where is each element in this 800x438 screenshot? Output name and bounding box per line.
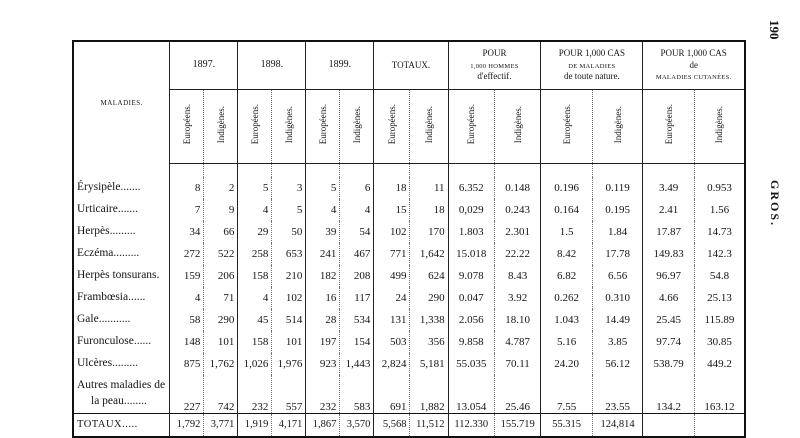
cell-value: 0.262 <box>541 287 593 309</box>
cell-value: 142.3 <box>694 243 745 265</box>
cell-value: 131 <box>374 309 410 331</box>
cell-value: 691 <box>374 375 410 413</box>
total-value: 1,919 <box>238 413 272 437</box>
header-per-1000-all-cases: POUR 1,000 CAS DE MALADIES de toute nature. <box>541 41 643 89</box>
disease-name: Érysipèle....... <box>77 181 141 194</box>
cell-value: 29 <box>238 221 272 243</box>
cell-value: 290 <box>204 309 238 331</box>
running-head: GROS. <box>768 180 782 228</box>
cell-value: 557 <box>272 375 306 413</box>
cell-value: 534 <box>340 309 374 331</box>
cell-value: 4 <box>238 287 272 309</box>
disease-name: Urticaire....... <box>77 203 138 216</box>
cell-value: 102 <box>272 287 306 309</box>
subheader-indigenes: Indigènes. <box>494 89 540 163</box>
cell-value: 0.148 <box>494 177 540 199</box>
table-row <box>73 287 745 309</box>
cell-value: 55.035 <box>448 353 494 375</box>
cell-value: 503 <box>374 331 410 353</box>
total-value: 155.719 <box>494 413 540 437</box>
cell-value: 158 <box>238 265 272 287</box>
cell-value: 15.018 <box>448 243 494 265</box>
cell-value: 4 <box>238 199 272 221</box>
cell-value: 0,029 <box>448 199 494 221</box>
subheader-europeens: Européens. <box>238 89 272 163</box>
cell-value: 24 <box>374 287 410 309</box>
cell-value: 56.12 <box>592 353 643 375</box>
cell-value: 182 <box>306 265 340 287</box>
header-maladies: MALADIES. <box>100 98 143 107</box>
total-value: 124,814 <box>592 413 643 437</box>
cell-value: 9.078 <box>448 265 494 287</box>
cell-value: 1.5 <box>541 221 593 243</box>
total-value: 11,512 <box>410 413 448 437</box>
table-row <box>73 177 745 199</box>
cell-value: 232 <box>306 375 340 413</box>
cell-value: 154 <box>340 331 374 353</box>
cell-value: 197 <box>306 331 340 353</box>
cell-value: 1,026 <box>238 353 272 375</box>
cell-value: 17.87 <box>643 221 695 243</box>
total-value: 1,867 <box>306 413 340 437</box>
cell-value: 16 <box>306 287 340 309</box>
cell-value: 54 <box>340 221 374 243</box>
cell-value: 3.92 <box>494 287 540 309</box>
header-per-1000-men: POUR 1,000 HOMMES d'effectif. <box>448 41 541 89</box>
header-per-1000-skin-cases: POUR 1,000 CAS de MALADIES CUTANÉES. <box>643 41 745 89</box>
cell-value: 5.16 <box>541 331 593 353</box>
header-totaux: TOTAUX. <box>374 41 448 89</box>
disease-name: Eczéma......... <box>77 247 140 260</box>
cell-value: 4 <box>340 199 374 221</box>
subheader-europeens: Européens. <box>374 89 410 163</box>
total-value: 3,771 <box>204 413 238 437</box>
cell-value: 9.858 <box>448 331 494 353</box>
cell-value: 0.164 <box>541 199 593 221</box>
cell-value: 15 <box>374 199 410 221</box>
cell-value: 148 <box>170 331 204 353</box>
cell-value: 624 <box>410 265 448 287</box>
subheader-europeens: Européens. <box>448 89 494 163</box>
cell-value: 467 <box>340 243 374 265</box>
cell-value: 3 <box>272 177 306 199</box>
total-value: 3,570 <box>340 413 374 437</box>
disease-name: Herpès......... <box>77 225 136 238</box>
subheader-indigenes: Indigènes. <box>204 89 238 163</box>
cell-value: 0.196 <box>541 177 593 199</box>
cell-value: 1.803 <box>448 221 494 243</box>
cell-value: 522 <box>204 243 238 265</box>
cell-value: 39 <box>306 221 340 243</box>
cell-value: 7 <box>170 199 204 221</box>
cell-value: 28 <box>306 309 340 331</box>
cell-value: 1,443 <box>340 353 374 375</box>
subheader-europeens: Européens. <box>541 89 593 163</box>
cell-value: 1,642 <box>410 243 448 265</box>
cell-value: 449.2 <box>694 353 745 375</box>
cell-value: 158 <box>238 331 272 353</box>
cell-value: 5,181 <box>410 353 448 375</box>
cell-value: 2.41 <box>643 199 695 221</box>
cell-value: 102 <box>374 221 410 243</box>
cell-value: 9 <box>204 199 238 221</box>
cell-value: 13.054 <box>448 375 494 413</box>
cell-value: 1.84 <box>592 221 643 243</box>
table-row <box>73 309 745 331</box>
cell-value: 1.043 <box>541 309 593 331</box>
disease-name: Herpès tonsurans. <box>77 269 160 282</box>
cell-value: 5 <box>272 199 306 221</box>
cell-value: 653 <box>272 243 306 265</box>
cell-value: 4 <box>306 199 340 221</box>
total-value <box>643 413 695 437</box>
cell-value: 538.79 <box>643 353 695 375</box>
cell-value: 4.66 <box>643 287 695 309</box>
cell-value: 117 <box>340 287 374 309</box>
cell-value: 25.46 <box>494 375 540 413</box>
cell-value: 0.119 <box>592 177 643 199</box>
cell-value: 22.22 <box>494 243 540 265</box>
cell-value: 58 <box>170 309 204 331</box>
cell-value: 1,976 <box>272 353 306 375</box>
total-value: 4,171 <box>272 413 306 437</box>
cell-value: 4 <box>170 287 204 309</box>
cell-value: 210 <box>272 265 306 287</box>
table-row <box>73 199 745 221</box>
cell-value: 232 <box>238 375 272 413</box>
cell-value: 8.43 <box>494 265 540 287</box>
table-row <box>73 265 745 287</box>
cell-value: 5 <box>306 177 340 199</box>
cell-value: 0.953 <box>694 177 745 199</box>
total-value: 55.315 <box>541 413 593 437</box>
header-year-1898: 1898. <box>238 41 306 89</box>
cell-value: 54.8 <box>694 265 745 287</box>
header-year-1897: 1897. <box>170 41 238 89</box>
disease-name: Furonculose...... <box>77 335 152 348</box>
disease-name: Gale........... <box>77 313 131 326</box>
cell-value: 7.55 <box>541 375 593 413</box>
cell-value: 96.97 <box>643 265 695 287</box>
subheader-indigenes: Indigènes. <box>272 89 306 163</box>
cell-value: 0.047 <box>448 287 494 309</box>
cell-value: 1,338 <box>410 309 448 331</box>
cell-value: 4.787 <box>494 331 540 353</box>
cell-value: 0.195 <box>592 199 643 221</box>
cell-value: 227 <box>170 375 204 413</box>
skin-diseases-table <box>72 40 746 438</box>
cell-value: 0.310 <box>592 287 643 309</box>
cell-value: 3.49 <box>643 177 695 199</box>
cell-value: 6.56 <box>592 265 643 287</box>
cell-value: 771 <box>374 243 410 265</box>
table-row <box>73 243 745 265</box>
cell-value: 30.85 <box>694 331 745 353</box>
cell-value: 23.55 <box>592 375 643 413</box>
cell-value: 18.10 <box>494 309 540 331</box>
cell-value: 5 <box>238 177 272 199</box>
cell-value: 2 <box>204 177 238 199</box>
cell-value: 583 <box>340 375 374 413</box>
cell-value: 11 <box>410 177 448 199</box>
total-value: 5,568 <box>374 413 410 437</box>
cell-value: 1.56 <box>694 199 745 221</box>
cell-value: 18 <box>410 199 448 221</box>
cell-value: 66 <box>204 221 238 243</box>
cell-value: 14.73 <box>694 221 745 243</box>
cell-value: 24.20 <box>541 353 593 375</box>
cell-value: 514 <box>272 309 306 331</box>
disease-name: Ulcères......... <box>77 357 138 370</box>
cell-value: 0.243 <box>494 199 540 221</box>
cell-value: 290 <box>410 287 448 309</box>
subheader-europeens: Européens. <box>643 89 695 163</box>
cell-value: 97.74 <box>643 331 695 353</box>
cell-value: 208 <box>340 265 374 287</box>
subheader-indigenes: Indigènes. <box>340 89 374 163</box>
table-row <box>73 221 745 243</box>
cell-value: 6 <box>340 177 374 199</box>
cell-value: 2.056 <box>448 309 494 331</box>
cell-value: 8.42 <box>541 243 593 265</box>
cell-value: 499 <box>374 265 410 287</box>
total-value <box>694 413 745 437</box>
cell-value: 2,824 <box>374 353 410 375</box>
cell-value: 742 <box>204 375 238 413</box>
cell-value: 241 <box>306 243 340 265</box>
subheader-indigenes: Indigènes. <box>592 89 643 163</box>
cell-value: 272 <box>170 243 204 265</box>
cell-value: 8 <box>170 177 204 199</box>
cell-value: 159 <box>170 265 204 287</box>
total-value: 112.330 <box>448 413 494 437</box>
cell-value: 101 <box>204 331 238 353</box>
cell-value: 258 <box>238 243 272 265</box>
cell-value: 18 <box>374 177 410 199</box>
cell-value: 14.49 <box>592 309 643 331</box>
header-year-1899: 1899. <box>306 41 374 89</box>
table-row <box>73 331 745 353</box>
cell-value: 3.85 <box>592 331 643 353</box>
cell-value: 206 <box>204 265 238 287</box>
cell-value: 115.89 <box>694 309 745 331</box>
cell-value: 149.83 <box>643 243 695 265</box>
cell-value: 45 <box>238 309 272 331</box>
cell-value: 70.11 <box>494 353 540 375</box>
totals-label: TOTAUX..... <box>73 413 170 437</box>
cell-value: 1,882 <box>410 375 448 413</box>
page-number: 190 <box>767 20 782 40</box>
totals-row <box>73 413 745 437</box>
disease-name: Autres maladies de la peau........ <box>77 379 166 407</box>
cell-value: 1,762 <box>204 353 238 375</box>
cell-value: 356 <box>410 331 448 353</box>
total-value: 1,792 <box>170 413 204 437</box>
cell-value: 170 <box>410 221 448 243</box>
cell-value: 50 <box>272 221 306 243</box>
subheader-indigenes: Indigènes. <box>694 89 745 163</box>
disease-name: Frambœsia...... <box>77 291 146 304</box>
cell-value: 6.82 <box>541 265 593 287</box>
cell-value: 875 <box>170 353 204 375</box>
cell-value: 6.352 <box>448 177 494 199</box>
subheader-europeens: Européens. <box>306 89 340 163</box>
cell-value: 71 <box>204 287 238 309</box>
cell-value: 17.78 <box>592 243 643 265</box>
cell-value: 25.45 <box>643 309 695 331</box>
cell-value: 101 <box>272 331 306 353</box>
cell-value: 923 <box>306 353 340 375</box>
cell-value: 163.12 <box>694 375 745 413</box>
cell-value: 34 <box>170 221 204 243</box>
cell-value: 2.301 <box>494 221 540 243</box>
table-row <box>73 375 745 413</box>
subheader-indigenes: Indigènes. <box>410 89 448 163</box>
cell-value: 134.2 <box>643 375 695 413</box>
table-row <box>73 353 745 375</box>
subheader-europeens: Européens. <box>170 89 204 163</box>
cell-value: 25.13 <box>694 287 745 309</box>
